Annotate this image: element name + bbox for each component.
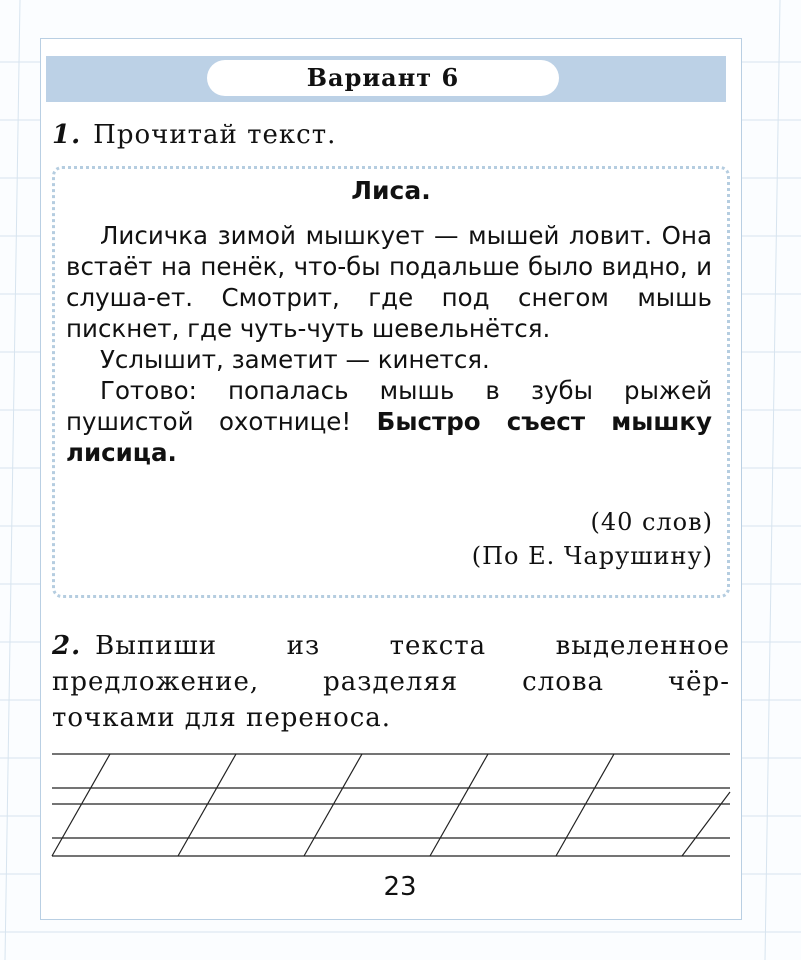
- task-2-number: 2.: [52, 631, 82, 661]
- task-2-word: выделенное: [555, 631, 730, 661]
- task-2-word: чёр-: [667, 667, 730, 697]
- task-2-word: Выпиши: [95, 631, 218, 661]
- task-2-word: слова: [522, 667, 605, 697]
- page-number: 23: [383, 872, 417, 902]
- highlighted-sentence: Быстро съест мышку лисица.: [66, 407, 712, 467]
- task-2-word: разделяя: [323, 667, 459, 697]
- task-1-instruction: Прочитай текст.: [93, 120, 337, 150]
- story-source: (По Е. Чарушину): [471, 542, 713, 570]
- story-title: Лиса.: [351, 176, 431, 205]
- story-paragraph-1: Лисичка зимой мышкует — мышей ловит. Она встаёт на пенёк, что-бы подальше было видно, и слуша-ет. Смотрит, где под снегом мышь пискнет, где чуть-чуть шевельнётся.: [66, 221, 712, 343]
- story-paragraph-3-start: Готово: попалась мышь в зубы рыжей пушистой охотнице!: [66, 376, 712, 436]
- task-2-word: из: [286, 631, 321, 661]
- task-2-word: предложение,: [52, 667, 260, 697]
- word-count: (40 слов): [590, 508, 713, 536]
- variant-title: Вариант 6: [207, 60, 559, 96]
- task-1-number: 1.: [52, 120, 82, 150]
- task-2-word: текста: [389, 631, 487, 661]
- story-paragraph-2: Услышит, заметит — кинется.: [100, 345, 490, 374]
- task-2-line-3: точками для переноса.: [52, 703, 392, 733]
